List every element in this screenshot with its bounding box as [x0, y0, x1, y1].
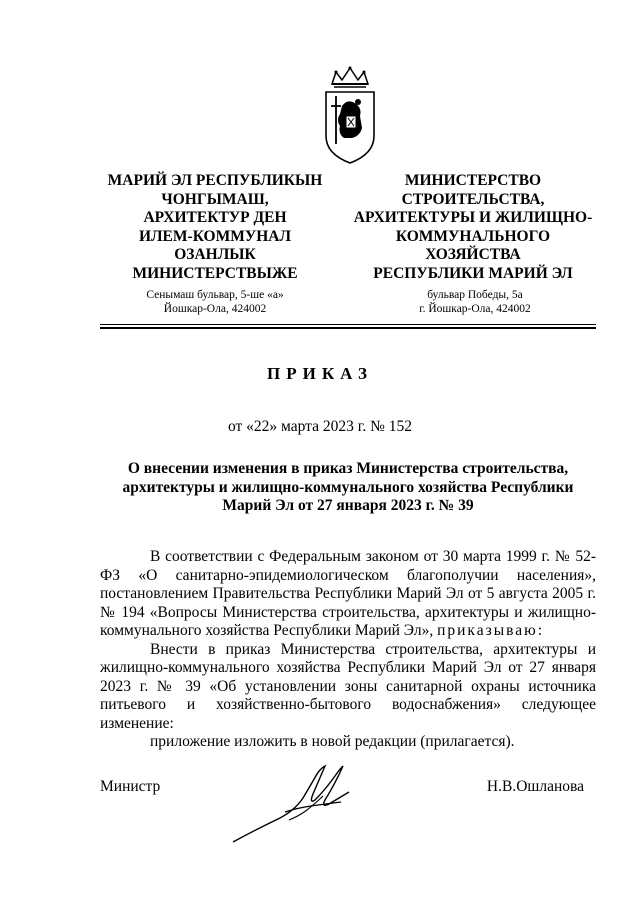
header-right-line: МИНИСТЕРСТВО: [404, 172, 542, 189]
header-left-line: МИНИСТЕРСТВЫЖЕ: [132, 264, 298, 282]
address-right-line: бульвар Победы, 5а: [427, 289, 523, 301]
header-left-line: АРХИТЕКТУР ДЕН: [143, 209, 287, 226]
header-right-line: РЕСПУБЛИКИ МАРИЙ ЭЛ: [373, 264, 573, 282]
header-divider-thick: [100, 327, 596, 329]
address-right-line: г. Йошкар-Ола, 424002: [419, 303, 531, 315]
header-right-line: СТРОИТЕЛЬСТВА,: [401, 190, 545, 208]
body-paragraph: приложение изложить в новой редакции (прилагается).: [150, 733, 515, 750]
address-left-line: Сенымаш бульвар, 5-ше «а»: [146, 289, 284, 301]
body-paragraph: Внести в приказ Министерства строительства, архитектуры и жилищно-коммунального хозяйства Республики Марий Эл от 27 января 2023 г. № 39 «Об установлении зоны санитарной охраны источника питьевого и хозяйственно-бытового водоснабжения» следующее изменение:: [100, 640, 596, 732]
signatory-role: Министр: [100, 778, 161, 795]
body-paragraph-text: В соответствии с Федеральным законом от 30 марта 1999 г. № 52-ФЗ «О санитарно-эпидемиологическом благополучии населения», постановлением Правительства Республики Марий Эл от 5 августа 2005 г. № 194 «Вопросы Министерства строительства, архитектуры и жилищно-коммунального хозяйства Республики Марий Эл»,: [100, 548, 596, 639]
document-body: [100, 548, 596, 752]
coat-of-arms-icon: [322, 66, 378, 166]
header-right-line: КОММУНАЛЬНОГО: [395, 227, 551, 245]
handwritten-signature: [225, 760, 365, 850]
header-right-line: ХОЗЯЙСТВА: [425, 246, 521, 263]
header-left-line: ИЛЕМ-КОММУНАЛ: [138, 227, 292, 245]
body-paragraph: [100, 548, 596, 641]
signatory-name: Н.В.Ошланова: [486, 778, 584, 795]
header-divider-thin: [100, 324, 596, 325]
address-left: [110, 288, 320, 316]
header-left-line: МАРИЙ ЭЛ РЕСПУБЛИКЫН: [107, 172, 323, 189]
address-left-line: Йошкар-Ола, 424002: [163, 303, 267, 315]
document-title: ПРИКАЗ: [267, 364, 373, 383]
header-left-line: ОЗАНЛЫК: [174, 246, 256, 263]
document-date-number: от «22» марта 2023 г. № 152: [227, 418, 413, 435]
document-subject: О внесении изменения в приказ Министерства строительства, архитектуры и жилищно-коммунального хозяйства Республики Марий Эл от 27 января 2023 г. № 39: [122, 460, 574, 514]
address-right: [370, 288, 580, 316]
header-left-line: ЧОНГЫМАШ,: [161, 190, 269, 208]
header-left: [100, 172, 330, 283]
header-right-line: АРХИТЕКТУРЫ И ЖИЛИЩНО-: [353, 209, 593, 226]
order-command: приказываю:: [437, 622, 545, 639]
header-right: [353, 172, 593, 283]
